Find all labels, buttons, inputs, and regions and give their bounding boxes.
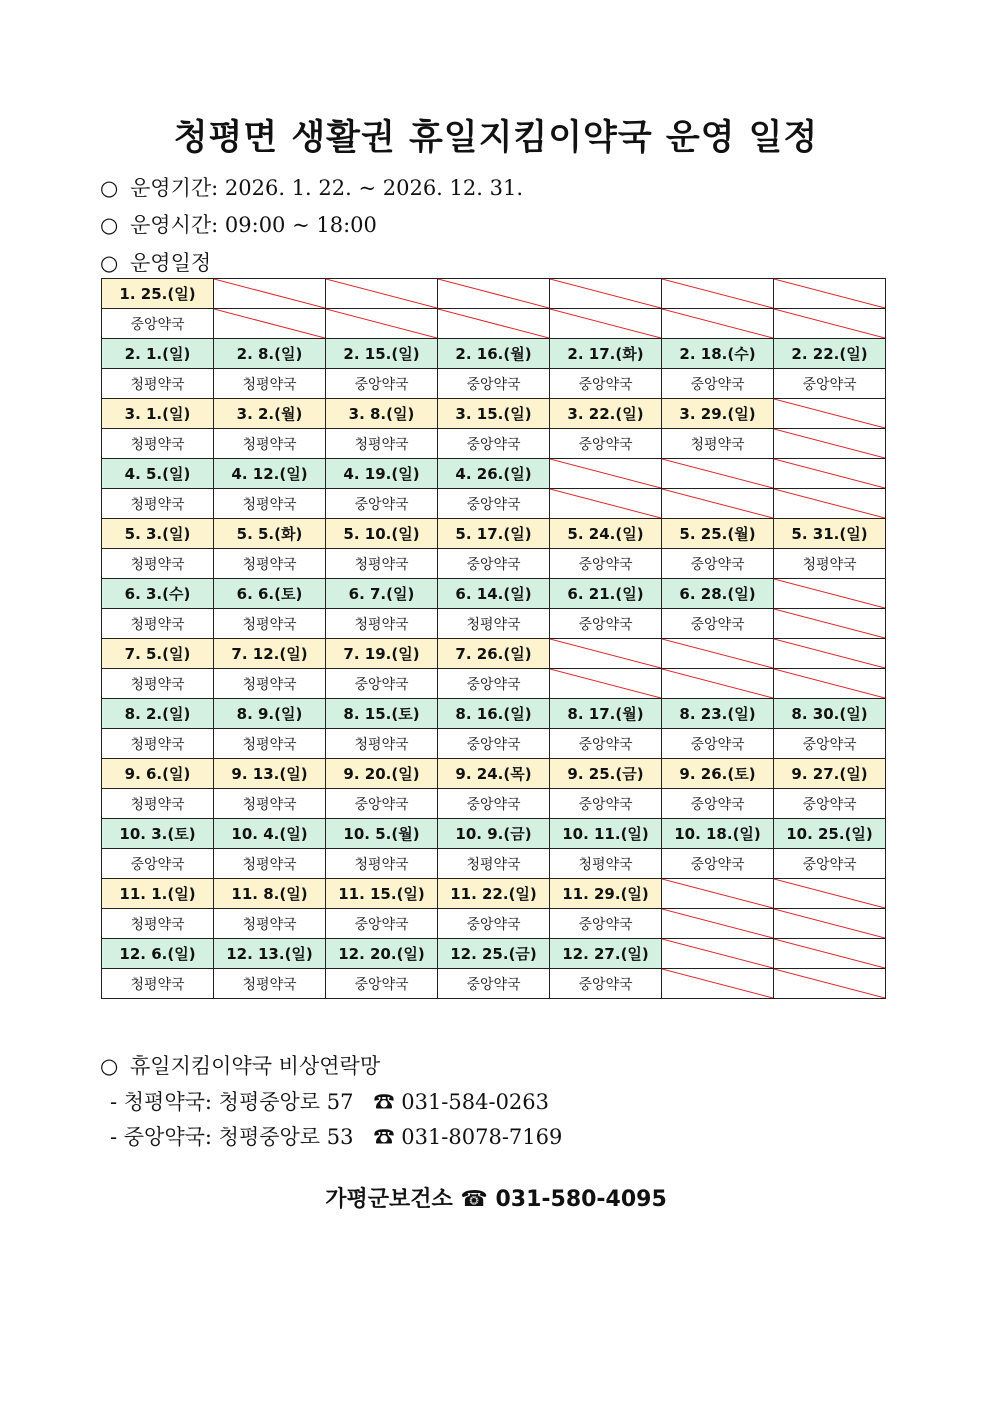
- empty-cell: [662, 939, 774, 969]
- empty-cell: [214, 309, 326, 339]
- pharmacy-cell: 청평약국: [214, 489, 326, 519]
- pharmacy-cell: 중앙약국: [438, 969, 550, 999]
- date-row: [102, 459, 886, 489]
- empty-cell: [662, 879, 774, 909]
- period-line: [100, 172, 523, 202]
- empty-cell: [774, 309, 886, 339]
- date-cell: 6. 21.(일): [550, 579, 662, 609]
- empty-cell: [774, 939, 886, 969]
- date-cell: 9. 20.(일): [326, 759, 438, 789]
- pharmacy-cell: 중앙약국: [550, 729, 662, 759]
- diagonal-strike: [550, 279, 661, 308]
- empty-cell: [774, 429, 886, 459]
- pharmacy-cell: 중앙약국: [550, 909, 662, 939]
- date-cell: 4. 19.(일): [326, 459, 438, 489]
- hours-line: [100, 209, 377, 239]
- diagonal-strike: [774, 939, 885, 968]
- empty-cell: [550, 459, 662, 489]
- contact-phone: 031-8078-7169: [401, 1125, 563, 1149]
- circle-bullet-icon: ○: [100, 176, 119, 200]
- pharmacy-cell: 중앙약국: [550, 969, 662, 999]
- empty-cell: [550, 489, 662, 519]
- empty-cell: [438, 309, 550, 339]
- phone-icon: ☎: [373, 1125, 395, 1149]
- diagonal-strike: [774, 459, 885, 488]
- empty-cell: [662, 279, 774, 309]
- pharmacy-cell: 청평약국: [214, 969, 326, 999]
- pharmacy-cell: 중앙약국: [438, 789, 550, 819]
- footer: [0, 1182, 992, 1213]
- date-cell: 6. 28.(일): [662, 579, 774, 609]
- date-cell: 6. 7.(일): [326, 579, 438, 609]
- pharmacy-cell: 중앙약국: [550, 789, 662, 819]
- date-cell: 6. 14.(일): [438, 579, 550, 609]
- diagonal-strike: [662, 879, 773, 908]
- date-cell: 3. 2.(월): [214, 399, 326, 429]
- date-row: [102, 819, 886, 849]
- date-cell: 9. 13.(일): [214, 759, 326, 789]
- date-row: [102, 879, 886, 909]
- contact-phone: 031-584-0263: [401, 1090, 550, 1114]
- diagonal-strike: [662, 909, 773, 938]
- pharmacy-cell: 중앙약국: [438, 549, 550, 579]
- pharmacy-cell: 청평약국: [102, 549, 214, 579]
- empty-cell: [774, 909, 886, 939]
- contact-address: - 중앙약국: 청평중앙로 53: [110, 1125, 354, 1149]
- date-cell: 7. 26.(일): [438, 639, 550, 669]
- date-cell: 4. 5.(일): [102, 459, 214, 489]
- pharmacy-row: [102, 429, 886, 459]
- date-cell: 9. 27.(일): [774, 759, 886, 789]
- empty-cell: [214, 279, 326, 309]
- schedule-label: 운영일정: [130, 251, 212, 275]
- date-cell: 12. 13.(일): [214, 939, 326, 969]
- date-row: [102, 279, 886, 309]
- pharmacy-cell: 중앙약국: [550, 429, 662, 459]
- pharmacy-cell: 청평약국: [662, 429, 774, 459]
- empty-cell: [774, 879, 886, 909]
- date-cell: 8. 2.(일): [102, 699, 214, 729]
- empty-cell: [550, 279, 662, 309]
- empty-cell: [662, 669, 774, 699]
- date-cell: 8. 9.(일): [214, 699, 326, 729]
- date-row: [102, 579, 886, 609]
- pharmacy-cell: 중앙약국: [662, 609, 774, 639]
- date-cell: 2. 17.(화): [550, 339, 662, 369]
- hours-text: 운영시간: 09:00 ~ 18:00: [130, 213, 377, 237]
- pharmacy-cell: 중앙약국: [438, 729, 550, 759]
- diagonal-strike: [662, 309, 773, 338]
- date-cell: 6. 6.(토): [214, 579, 326, 609]
- pharmacy-cell: 청평약국: [438, 849, 550, 879]
- date-cell: 4. 12.(일): [214, 459, 326, 489]
- pharmacy-cell: 청평약국: [102, 969, 214, 999]
- empty-cell: [550, 639, 662, 669]
- date-cell: 10. 25.(일): [774, 819, 886, 849]
- empty-cell: [550, 669, 662, 699]
- phone-icon: ☎: [460, 1187, 488, 1212]
- pharmacy-cell: 청평약국: [774, 549, 886, 579]
- pharmacy-cell: 중앙약국: [326, 789, 438, 819]
- diagonal-strike: [774, 309, 885, 338]
- empty-cell: [662, 309, 774, 339]
- date-cell: 11. 15.(일): [326, 879, 438, 909]
- empty-cell: [326, 279, 438, 309]
- pharmacy-cell: 청평약국: [102, 609, 214, 639]
- pharmacy-cell: 중앙약국: [326, 489, 438, 519]
- date-cell: 8. 23.(일): [662, 699, 774, 729]
- pharmacy-cell: 청평약국: [214, 549, 326, 579]
- diagonal-strike: [662, 639, 773, 668]
- pharmacy-cell: 청평약국: [102, 489, 214, 519]
- diagonal-strike: [774, 399, 885, 428]
- date-cell: 5. 5.(화): [214, 519, 326, 549]
- diagonal-strike: [550, 489, 661, 518]
- diagonal-strike: [774, 579, 885, 608]
- date-cell: 11. 29.(일): [550, 879, 662, 909]
- date-cell: 3. 29.(일): [662, 399, 774, 429]
- empty-cell: [662, 639, 774, 669]
- empty-cell: [662, 459, 774, 489]
- pharmacy-cell: 중앙약국: [438, 489, 550, 519]
- diagonal-strike: [774, 279, 885, 308]
- date-row: [102, 399, 886, 429]
- date-row: [102, 759, 886, 789]
- pharmacy-cell: 청평약국: [102, 669, 214, 699]
- date-cell: 8. 16.(일): [438, 699, 550, 729]
- date-cell: 6. 3.(수): [102, 579, 214, 609]
- pharmacy-cell: 중앙약국: [662, 849, 774, 879]
- date-cell: 2. 1.(일): [102, 339, 214, 369]
- empty-cell: [774, 969, 886, 999]
- pharmacy-cell: 중앙약국: [550, 549, 662, 579]
- diagonal-strike: [662, 669, 773, 698]
- pharmacy-cell: 중앙약국: [438, 429, 550, 459]
- diagonal-strike: [774, 429, 885, 458]
- date-row: [102, 519, 886, 549]
- pharmacy-cell: 청평약국: [214, 609, 326, 639]
- date-cell: 2. 22.(일): [774, 339, 886, 369]
- pharmacy-row: [102, 549, 886, 579]
- diagonal-strike: [326, 279, 437, 308]
- diagonal-strike: [774, 669, 885, 698]
- diagonal-strike: [662, 939, 773, 968]
- date-row: [102, 699, 886, 729]
- contact-item: [110, 1121, 562, 1151]
- diagonal-strike: [662, 459, 773, 488]
- date-cell: 10. 4.(일): [214, 819, 326, 849]
- pharmacy-cell: 중앙약국: [662, 789, 774, 819]
- date-cell: 10. 18.(일): [662, 819, 774, 849]
- pharmacy-cell: 청평약국: [102, 789, 214, 819]
- schedule-table: [101, 278, 886, 999]
- date-cell: 11. 22.(일): [438, 879, 550, 909]
- date-cell: 9. 25.(금): [550, 759, 662, 789]
- empty-cell: [774, 489, 886, 519]
- date-cell: 3. 1.(일): [102, 399, 214, 429]
- date-cell: 8. 17.(월): [550, 699, 662, 729]
- date-cell: 2. 16.(월): [438, 339, 550, 369]
- pharmacy-cell: 중앙약국: [326, 369, 438, 399]
- pharmacy-row: [102, 309, 886, 339]
- diagonal-strike: [550, 309, 661, 338]
- pharmacy-cell: 중앙약국: [662, 369, 774, 399]
- diagonal-strike: [774, 639, 885, 668]
- pharmacy-cell: 중앙약국: [438, 669, 550, 699]
- date-cell: 3. 8.(일): [326, 399, 438, 429]
- pharmacy-cell: 중앙약국: [662, 729, 774, 759]
- date-cell: 12. 20.(일): [326, 939, 438, 969]
- pharmacy-row: [102, 669, 886, 699]
- date-row: [102, 339, 886, 369]
- schedule-label-line: [100, 247, 211, 277]
- pharmacy-cell: 중앙약국: [102, 309, 214, 339]
- contact-heading: 휴일지킴이약국 비상연락망: [130, 1054, 381, 1078]
- pharmacy-cell: 청평약국: [102, 429, 214, 459]
- pharmacy-cell: 청평약국: [214, 429, 326, 459]
- empty-cell: [662, 489, 774, 519]
- pharmacy-row: [102, 489, 886, 519]
- date-cell: 4. 26.(일): [438, 459, 550, 489]
- pharmacy-cell: 청평약국: [102, 729, 214, 759]
- circle-bullet-icon: ○: [100, 251, 119, 275]
- circle-bullet-icon: ○: [100, 1054, 119, 1078]
- pharmacy-cell: 청평약국: [214, 849, 326, 879]
- pharmacy-cell: 중앙약국: [550, 609, 662, 639]
- empty-cell: [662, 969, 774, 999]
- pharmacy-cell: 중앙약국: [102, 849, 214, 879]
- date-cell: 12. 27.(일): [550, 939, 662, 969]
- pharmacy-cell: 중앙약국: [438, 369, 550, 399]
- empty-cell: [326, 309, 438, 339]
- date-cell: 9. 24.(목): [438, 759, 550, 789]
- date-cell: 7. 19.(일): [326, 639, 438, 669]
- date-cell: 12. 6.(일): [102, 939, 214, 969]
- pharmacy-cell: 중앙약국: [774, 729, 886, 759]
- pharmacy-cell: 청평약국: [326, 609, 438, 639]
- pharmacy-cell: 청평약국: [326, 729, 438, 759]
- empty-cell: [774, 609, 886, 639]
- date-cell: 11. 1.(일): [102, 879, 214, 909]
- period-text: 운영기간: 2026. 1. 22. ~ 2026. 12. 31.: [130, 176, 524, 200]
- date-cell: 2. 8.(일): [214, 339, 326, 369]
- date-cell: 2. 15.(일): [326, 339, 438, 369]
- diagonal-strike: [774, 969, 885, 998]
- date-cell: 7. 12.(일): [214, 639, 326, 669]
- date-cell: 12. 25.(금): [438, 939, 550, 969]
- contact-address: - 청평약국: 청평중앙로 57: [110, 1090, 354, 1114]
- date-cell: 5. 17.(일): [438, 519, 550, 549]
- date-cell: 9. 26.(토): [662, 759, 774, 789]
- pharmacy-cell: 중앙약국: [326, 909, 438, 939]
- diagonal-strike: [438, 279, 549, 308]
- pharmacy-cell: 청평약국: [214, 669, 326, 699]
- pharmacy-cell: 청평약국: [550, 849, 662, 879]
- date-cell: 7. 5.(일): [102, 639, 214, 669]
- pharmacy-cell: 중앙약국: [662, 549, 774, 579]
- pharmacy-row: [102, 789, 886, 819]
- diagonal-strike: [662, 489, 773, 518]
- date-cell: 3. 22.(일): [550, 399, 662, 429]
- pharmacy-cell: 중앙약국: [438, 909, 550, 939]
- date-cell: 5. 10.(일): [326, 519, 438, 549]
- date-cell: 10. 5.(월): [326, 819, 438, 849]
- date-cell: 8. 15.(토): [326, 699, 438, 729]
- diagonal-strike: [214, 309, 325, 338]
- date-cell: 3. 15.(일): [438, 399, 550, 429]
- pharmacy-cell: 중앙약국: [774, 369, 886, 399]
- diagonal-strike: [774, 909, 885, 938]
- empty-cell: [550, 309, 662, 339]
- pharmacy-cell: 청평약국: [438, 609, 550, 639]
- contact-heading-line: [100, 1050, 380, 1080]
- empty-cell: [438, 279, 550, 309]
- pharmacy-cell: 청평약국: [214, 369, 326, 399]
- page-title: 청평면 생활권 휴일지킴이약국 운영 일정: [173, 118, 819, 158]
- diagonal-strike: [662, 279, 773, 308]
- diagonal-strike: [438, 309, 549, 338]
- pharmacy-row: [102, 849, 886, 879]
- pharmacy-cell: 청평약국: [326, 849, 438, 879]
- pharmacy-cell: 청평약국: [326, 429, 438, 459]
- diagonal-strike: [662, 969, 773, 998]
- diagonal-strike: [774, 879, 885, 908]
- date-cell: 5. 3.(일): [102, 519, 214, 549]
- pharmacy-cell: 중앙약국: [550, 369, 662, 399]
- date-cell: 10. 11.(일): [550, 819, 662, 849]
- pharmacy-cell: 중앙약국: [326, 669, 438, 699]
- diagonal-strike: [326, 309, 437, 338]
- date-cell: 5. 31.(일): [774, 519, 886, 549]
- empty-cell: [774, 579, 886, 609]
- date-cell: 9. 6.(일): [102, 759, 214, 789]
- pharmacy-row: [102, 909, 886, 939]
- pharmacy-row: [102, 969, 886, 999]
- diagonal-strike: [550, 669, 661, 698]
- diagonal-strike: [774, 489, 885, 518]
- schedule-table-body: [102, 279, 886, 999]
- pharmacy-cell: 청평약국: [214, 729, 326, 759]
- footer-phone: 031-580-4095: [495, 1187, 667, 1212]
- empty-cell: [774, 459, 886, 489]
- date-row: [102, 639, 886, 669]
- empty-cell: [774, 279, 886, 309]
- diagonal-strike: [774, 609, 885, 638]
- date-cell: 5. 25.(월): [662, 519, 774, 549]
- empty-cell: [774, 399, 886, 429]
- diagonal-strike: [214, 279, 325, 308]
- pharmacy-row: [102, 609, 886, 639]
- date-cell: 1. 25.(일): [102, 279, 214, 309]
- phone-icon: ☎: [373, 1090, 395, 1114]
- date-cell: 8. 30.(일): [774, 699, 886, 729]
- date-row: [102, 939, 886, 969]
- pharmacy-cell: 중앙약국: [774, 849, 886, 879]
- pharmacy-cell: 청평약국: [214, 909, 326, 939]
- pharmacy-row: [102, 369, 886, 399]
- circle-bullet-icon: ○: [100, 213, 119, 237]
- pharmacy-cell: 중앙약국: [774, 789, 886, 819]
- pharmacy-cell: 중앙약국: [326, 969, 438, 999]
- pharmacy-cell: 청평약국: [102, 369, 214, 399]
- diagonal-strike: [550, 639, 661, 668]
- date-cell: 10. 3.(토): [102, 819, 214, 849]
- date-cell: 2. 18.(수): [662, 339, 774, 369]
- date-cell: 11. 8.(일): [214, 879, 326, 909]
- pharmacy-cell: 청평약국: [102, 909, 214, 939]
- empty-cell: [774, 669, 886, 699]
- empty-cell: [774, 639, 886, 669]
- pharmacy-cell: 청평약국: [326, 549, 438, 579]
- date-cell: 5. 24.(일): [550, 519, 662, 549]
- pharmacy-row: [102, 729, 886, 759]
- diagonal-strike: [550, 459, 661, 488]
- date-cell: 10. 9.(금): [438, 819, 550, 849]
- pharmacy-cell: 청평약국: [214, 789, 326, 819]
- footer-org: 가평군보건소: [325, 1187, 453, 1212]
- contact-item: [110, 1086, 549, 1116]
- empty-cell: [662, 909, 774, 939]
